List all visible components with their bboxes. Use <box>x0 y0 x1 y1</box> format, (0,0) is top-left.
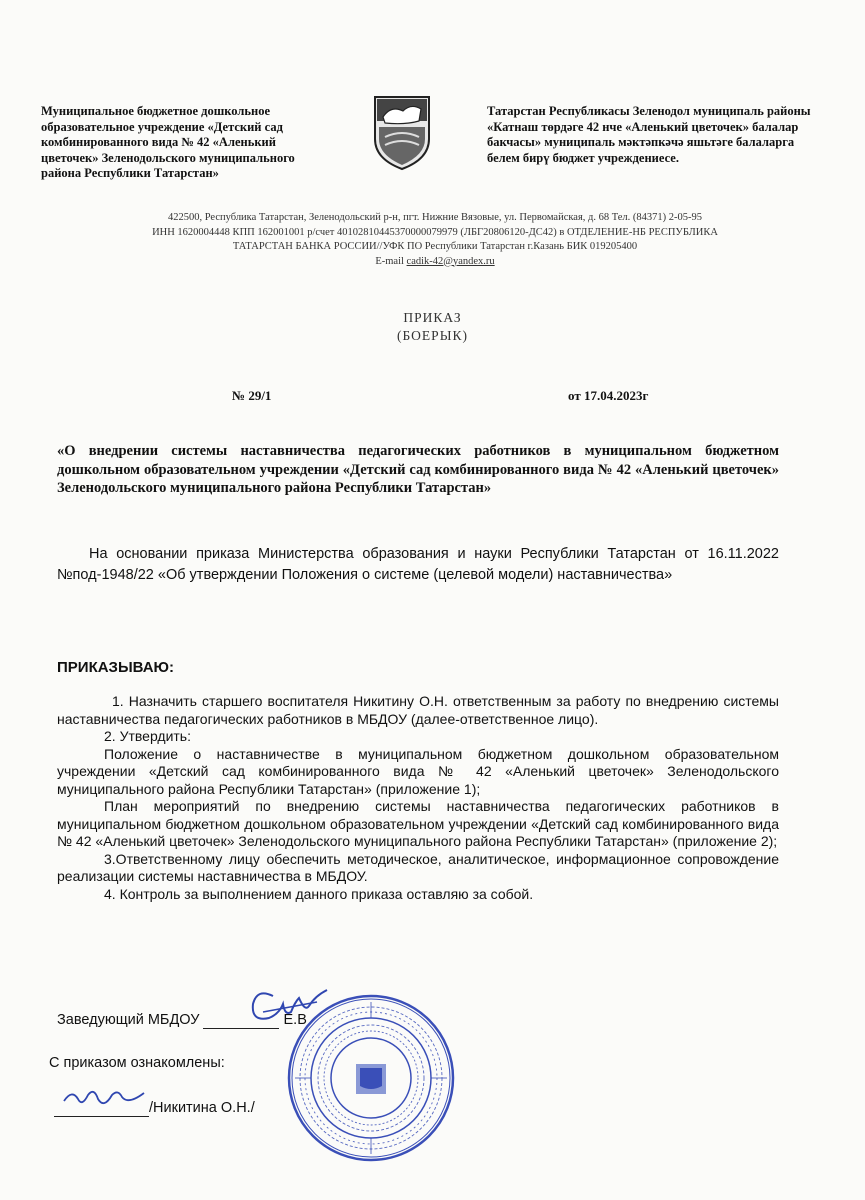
head-signature-line <box>57 1012 307 1029</box>
bank-details-line: ИНН 1620004448 КПП 162001001 р/счет 40102810445370000079979 (ЛБГ20806120-ДС42) в ОТДЕЛЕНИЕ-НБ РЕСПУБЛИКА <box>152 226 718 238</box>
order-basis: На основании приказа Министерства образования и науки Республики Татарстан от 16.11.2022 №под-1948/22 «Об утверждении Положения о системе (целевой модели) наставничества» <box>57 546 779 583</box>
document-title: ПРИКАЗ <box>403 310 462 325</box>
head-name: Е.В <box>283 1012 307 1028</box>
official-round-stamp <box>283 992 456 1164</box>
familiarized-person: /Никитина О.Н./ <box>149 1100 255 1116</box>
order-subject: «О внедрении системы наставничества педагогических работников в муниципальном бюджетном дошкольном образовательном учреждении «Детский сад комбинированного вида № 42 «Аленький цветочек» Зеленодольского муниципального района Республики Татарстан» <box>57 443 779 496</box>
order-item: План мероприятий по внедрению системы наставничества педагогических работников в муниципальном бюджетном дошкольном образовательном учреждении «Детский сад комбинированного вида № 42 «Аленький цветочек» Зеленодольского муниципального района Республики Татарстан» (приложение 2); <box>57 798 779 849</box>
email-label: E-mail <box>375 255 404 267</box>
email-line <box>40 255 830 270</box>
bank-details-line: ТАТАРСТАН БАНКА РОССИИ//УФК ПО Республики Татарстан г.Казань БИК 019205400 <box>232 241 638 252</box>
signature-blank <box>203 1012 279 1029</box>
order-item: 2. Утвердить: <box>104 728 191 744</box>
order-items <box>57 693 779 903</box>
order-item: 4. Контроль за выполнением данного приказа оставляю за собой. <box>104 885 534 902</box>
document-title-tatar: (БОЕРЫК) <box>397 328 468 343</box>
order-item: Положение о наставничестве в муниципальном бюджетном дошкольном образовательном учреждении «Детский сад комбинированного вида № 42 «Аленький цветочек» Зеленодольского муниципального района Республики Татарстан» (приложение 1); <box>57 745 779 797</box>
order-item: 1. Назначить старшего воспитателя Никитину О.Н. ответственным за работу по внедрению системы наставничества педагогических работников в МБДОУ (далее-ответственное лицо). <box>57 693 779 727</box>
email-link[interactable]: cadik-42@yandex.ru <box>406 255 495 267</box>
address-block <box>40 211 830 269</box>
org-name-russian: Муниципальное бюджетное дошкольное образовательное учреждение «Детский сад комбинированного вида № 42 «Аленький цветочек» Зеленодольского муниципального района Республики Татарстан» <box>41 104 295 180</box>
order-number: № 29/1 <box>232 388 272 403</box>
coat-of-arms-emblem <box>371 93 433 171</box>
address-line: 422500, Республика Татарстан, Зеленодольский р-н, пгт. Нижние Вязовые, ул. Первомайская, д. 68 Тел. (84371) 2-05-95 <box>167 212 703 223</box>
order-date: от 17.04.2023г <box>568 388 649 403</box>
signature-blank <box>54 1100 149 1117</box>
head-position: Заведующий МБДОУ <box>57 1012 200 1028</box>
familiarized-label: С приказом ознакомлены: <box>49 1055 225 1071</box>
order-item: 3.Ответственному лицу обеспечить методическое, аналитическое, информационное сопровождение реализации системы наставничества в МБДОУ. <box>57 850 779 884</box>
familiarized-person-line <box>54 1100 255 1117</box>
order-heading: ПРИКАЗЫВАЮ: <box>57 659 175 676</box>
org-name-tatar: Татарстан Республикасы Зеленодол муниципаль районы «Катнаш төрдәге 42 нче «Аленький цветочек» балалар бакчасы» муниципаль мәктәпкәчә яшьтәге балаларга белем бирү бюджет учреждениесе. <box>487 104 811 165</box>
